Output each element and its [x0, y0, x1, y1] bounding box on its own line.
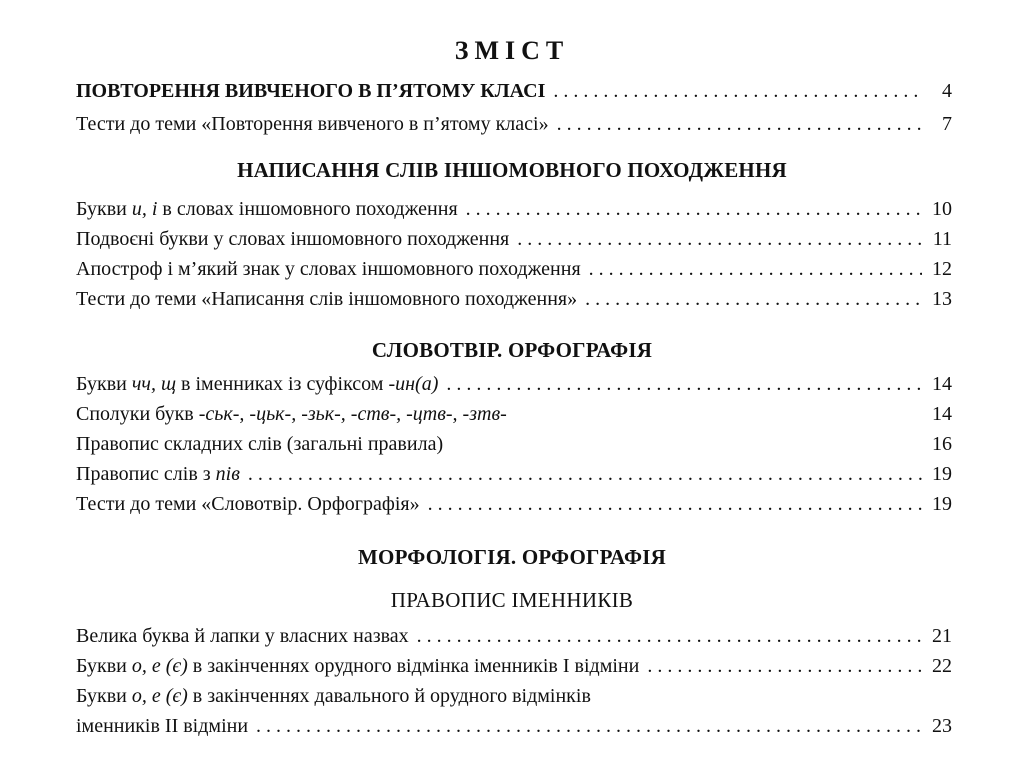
- dot-leader: [517, 228, 922, 251]
- toc-entry[interactable]: [76, 288, 952, 311]
- section-heading: НАПИСАННЯ СЛІВ ІНШОМОВНОГО ПОХОДЖЕННЯ: [237, 158, 787, 182]
- subsection-heading: ПРАВОПИС ІМЕННИКІВ: [390, 588, 634, 612]
- entry-title: Правопис слів з пів: [76, 463, 240, 485]
- dot-leader: [417, 625, 922, 648]
- section-heading: МОРФОЛОГІЯ. ОРФОГРАФІЯ: [358, 545, 666, 569]
- page-number: 14: [932, 403, 952, 425]
- dot-leader: [557, 113, 922, 136]
- page-number: 22: [932, 655, 952, 677]
- entry-title: Апостроф і м’який знак у словах іншомовного походження: [76, 258, 581, 280]
- entry-title: Букви чч, щ в іменниках із суфіксом -ин(а): [76, 373, 439, 395]
- dot-leader: [446, 373, 922, 396]
- dot-leader: [553, 80, 922, 103]
- dot-leader: [585, 288, 922, 311]
- page-number: 13: [932, 288, 952, 310]
- toc-entry[interactable]: [76, 258, 952, 281]
- entry-title: Тести до теми «Написання слів іншомовного походження»: [76, 288, 578, 310]
- dot-leader: [466, 198, 922, 221]
- toc-entry[interactable]: [76, 625, 952, 648]
- toc-entry[interactable]: [76, 198, 952, 221]
- page-number: 19: [932, 463, 952, 485]
- page-number: 21: [932, 625, 952, 647]
- dot-leader: [647, 655, 922, 678]
- dot-leader: [248, 463, 922, 486]
- entry-title: Велика буква й лапки у власних назвах: [76, 625, 409, 647]
- toc-entry[interactable]: [76, 493, 952, 516]
- page-number: 10: [932, 198, 952, 220]
- entry-title: Сполуки букв -ськ-, -цьк-, -зьк-, -ств-, -цтв-, -зтв-: [76, 403, 507, 425]
- page-number: 7: [942, 113, 952, 135]
- toc-entry[interactable]: [76, 433, 952, 456]
- page-title: ЗМІСТ: [454, 36, 570, 65]
- dot-leader: [589, 258, 922, 281]
- page-number: 23: [932, 715, 952, 737]
- entry-title: Букви и, і в словах іншомовного походження: [76, 198, 458, 220]
- dot-leader: [428, 493, 922, 516]
- page-number: 14: [932, 373, 952, 395]
- page-number: 19: [932, 493, 952, 515]
- entry-title: Подвоєні букви у словах іншомовного походження: [76, 228, 510, 250]
- entry-title-line-2: іменників ІІ відміни: [76, 715, 249, 737]
- page-number: 11: [932, 228, 952, 250]
- toc-entry[interactable]: [76, 113, 952, 136]
- entry-title: Тести до теми «Повторення вивченого в п’ятому класі»: [76, 113, 549, 135]
- entry-title: Букви о, е (є) в закінченнях орудного відмінка іменників І відміни: [76, 655, 640, 677]
- section-heading: СЛОВОТВІР. ОРФОГРАФІЯ: [371, 338, 653, 362]
- toc-entry[interactable]: [76, 403, 952, 426]
- toc-entry[interactable]: [76, 228, 952, 251]
- page-number: 4: [942, 80, 952, 102]
- toc-entry[interactable]: [76, 463, 952, 486]
- toc-entry[interactable]: [76, 373, 952, 396]
- toc-entry[interactable]: [76, 655, 952, 678]
- toc-entry[interactable]: [76, 715, 952, 738]
- section-heading: ПОВТОРЕННЯ ВИВЧЕНОГО В П’ЯТОМУ КЛАСІ: [76, 80, 546, 102]
- entry-title: Правопис складних слів (загальні правила): [76, 433, 444, 455]
- entry-title-line-1[interactable]: Букви о, е (є) в закінченнях давального й орудного відмінків: [76, 685, 591, 707]
- entry-title: Тести до теми «Словотвір. Орфографія»: [76, 493, 420, 515]
- page-number: 16: [932, 433, 952, 455]
- page-number: 12: [932, 258, 952, 280]
- toc-entry-section-1[interactable]: [76, 80, 952, 103]
- dot-leader: [256, 715, 922, 738]
